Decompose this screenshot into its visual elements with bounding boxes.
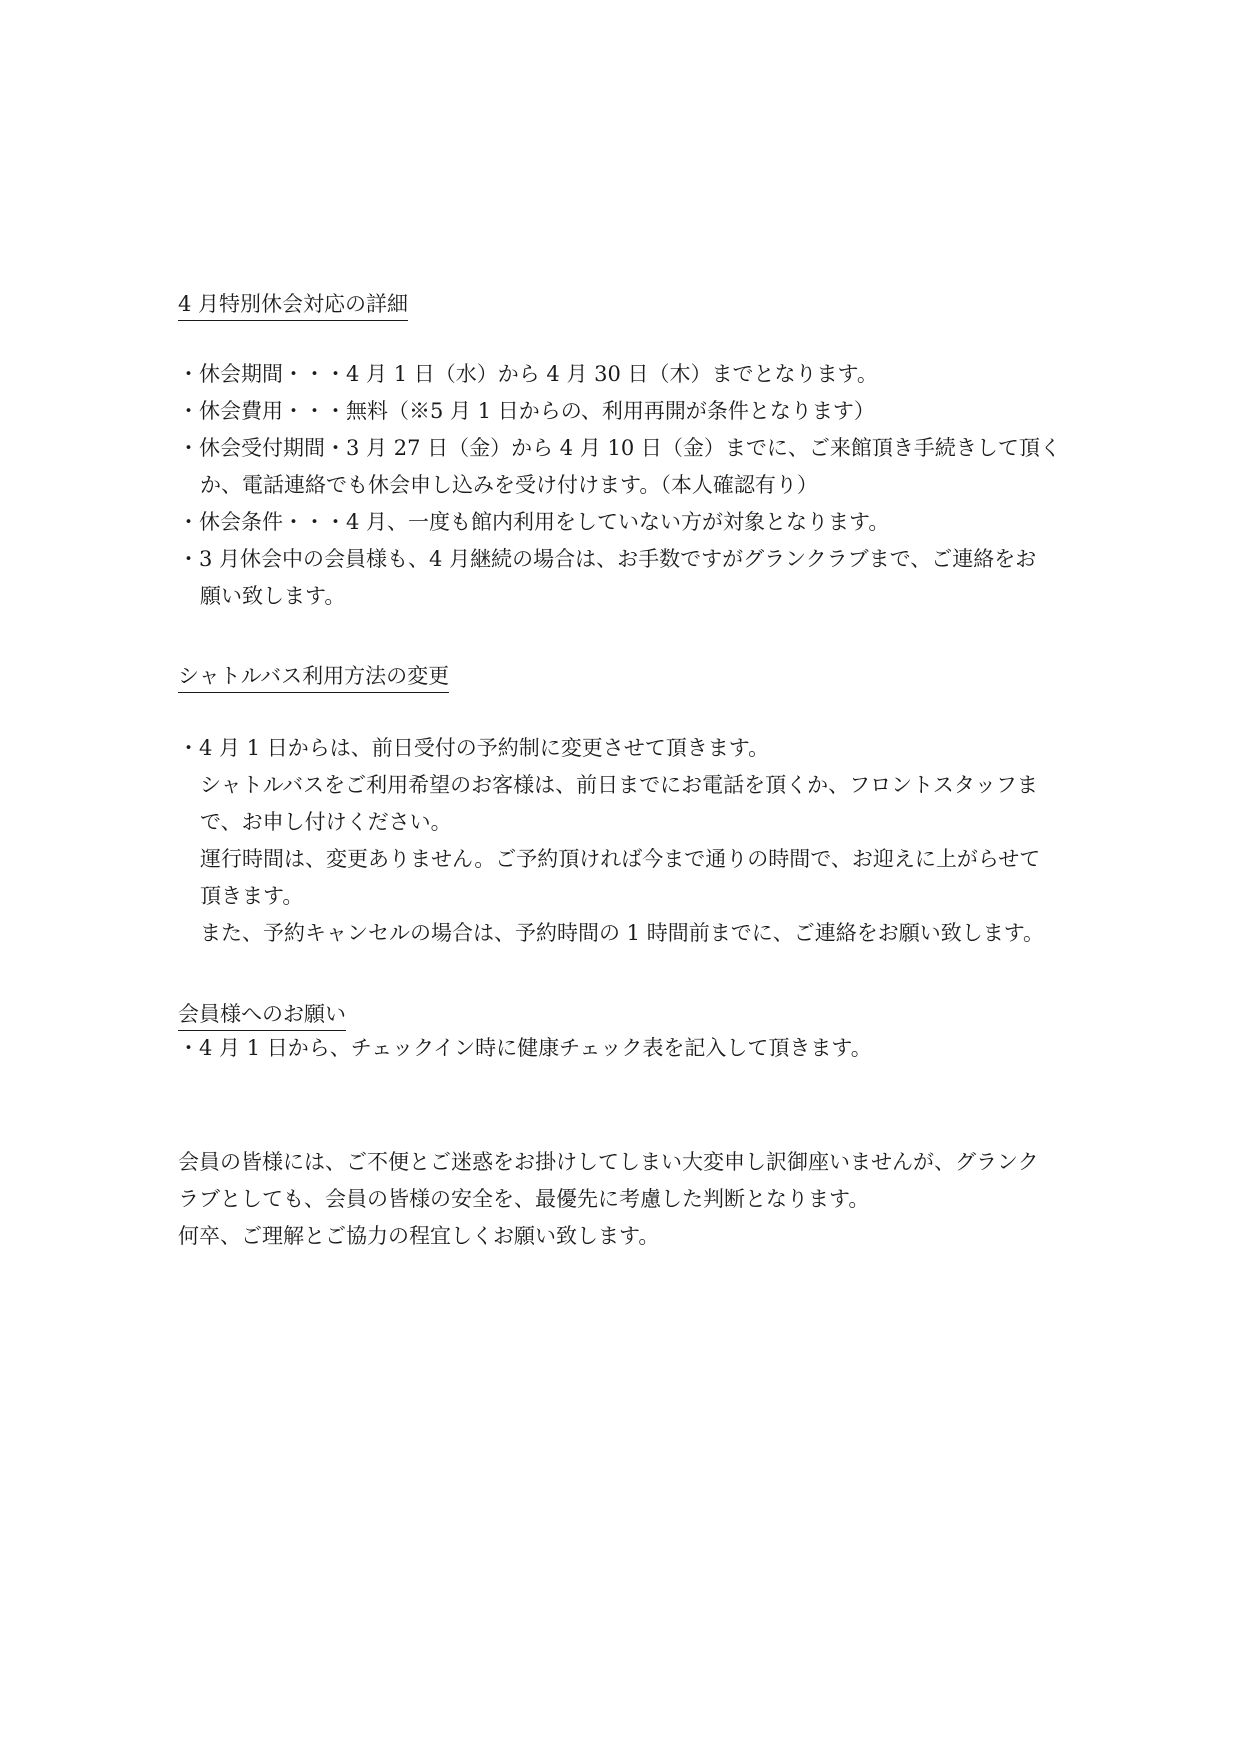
section-special-suspension <box>178 286 1078 323</box>
section-heading-special-suspension: 4 月特別休会対応の詳細 <box>178 290 408 321</box>
list-item-reception-period-cont: か、電話連絡でも休会申し込みを受け付けます。（本人確認有り） <box>200 473 818 497</box>
shuttle-line-1: ・4 月 1 日からは、前日受付の予約制に変更させて頂きます。 <box>178 736 770 760</box>
closing-line-2: ラブとしても、会員の皆様の安全を、最優先に考慮した判断となります。 <box>178 1187 870 1211</box>
shuttle-line-5: 頂きます。 <box>200 884 304 908</box>
list-item-conditions: ・休会条件・・・4 月、一度も館内利用をしていない方が対象となります。 <box>178 510 890 534</box>
list-item-march-members: ・3 月休会中の会員様も、4 月継続の場合は、お手数ですがグランクラブまで、ご連絡をお <box>178 547 1037 571</box>
closing-message <box>178 1144 1078 1255</box>
suspension-details-list <box>178 356 1078 615</box>
shuttle-line-2: シャトルバスをご利用希望のお客様は、前日までにお電話を頂くか、フロントスタッフま <box>200 773 1038 797</box>
shuttle-line-3: で、お申し付けください。 <box>200 810 452 834</box>
section-heading-shuttle-bus: シャトルバス利用方法の変更 <box>178 662 449 693</box>
list-item-fee: ・休会費用・・・無料（※5 月 1 日からの、利用再開が条件となります） <box>178 399 875 423</box>
member-request-line-1: ・4 月 1 日から、チェックイン時に健康チェック表を記入して頂きます。 <box>178 1036 872 1060</box>
shuttle-line-4: 運行時間は、変更ありません。ご予約頂ければ今まで通りの時間で、お迎えに上がらせて <box>200 847 1041 871</box>
section-member-request <box>178 996 1078 1033</box>
list-item-reception-period: ・休会受付期間・3 月 27 日（金）から 4 月 10 日（金）までに、ご来館頂き手続きして頂く <box>178 436 1061 460</box>
member-request-details <box>178 1030 1078 1067</box>
list-item-march-members-cont: 願い致します。 <box>200 584 346 608</box>
section-shuttle-bus <box>178 658 1078 695</box>
closing-line-1: 会員の皆様には、ご不便とご迷惑をお掛けしてしまい大変申し訳御座いませんが、グランク <box>178 1150 1039 1174</box>
shuttle-bus-details <box>178 730 1078 952</box>
closing-line-3: 何卒、ご理解とご協力の程宜しくお願い致します。 <box>178 1224 660 1248</box>
list-item-period: ・休会期間・・・4 月 1 日（水）から 4 月 30 日（木）までとなります。 <box>178 362 878 386</box>
section-heading-member-request: 会員様へのお願い <box>178 1000 346 1031</box>
shuttle-line-6: また、予約キャンセルの場合は、予約時間の 1 時間前までに、ご連絡をお願い致します。 <box>200 921 1045 945</box>
